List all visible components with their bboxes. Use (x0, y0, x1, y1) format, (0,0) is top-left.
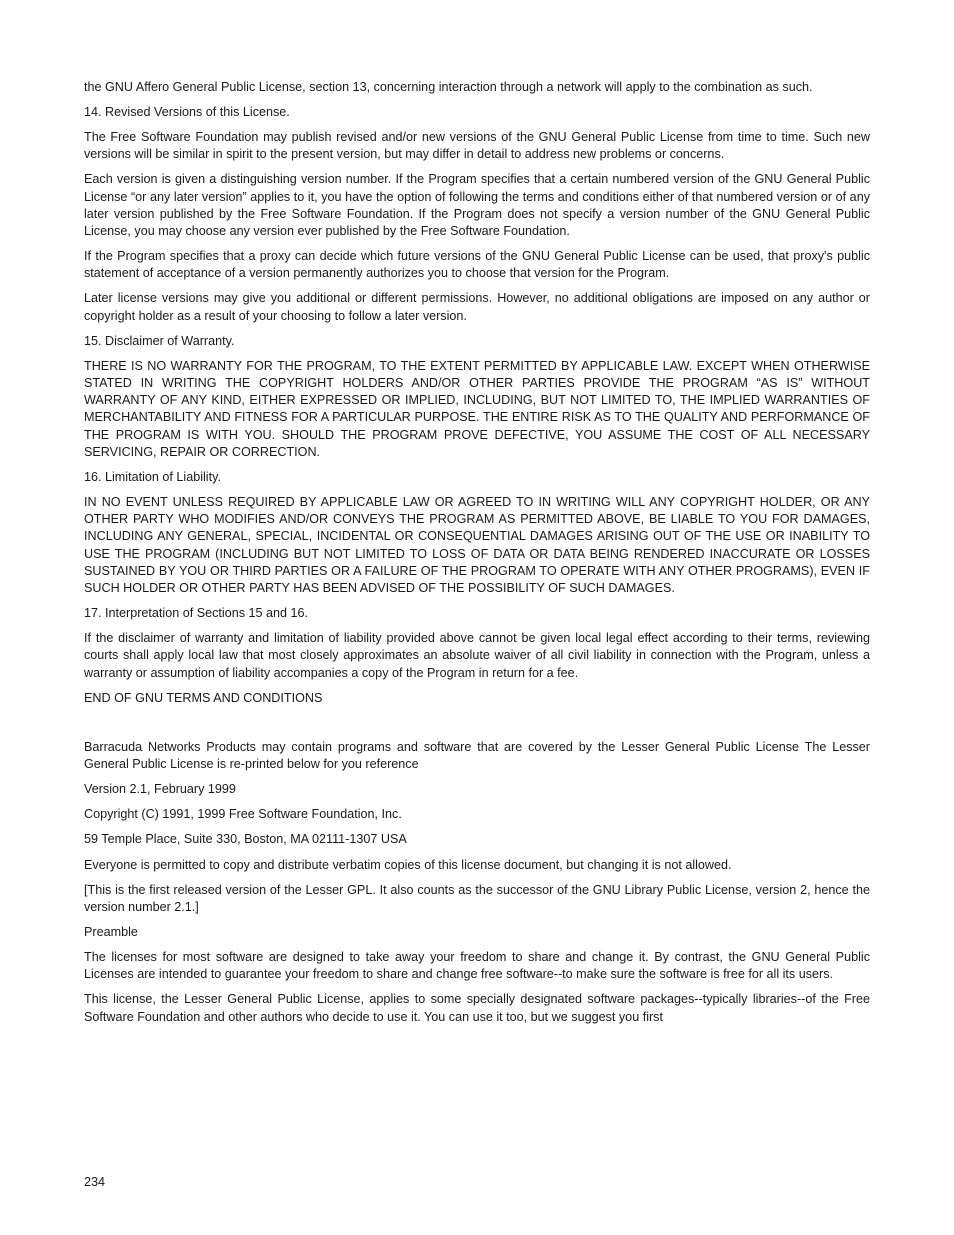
paragraph-affero-continuation: the GNU Affero General Public License, section 13, concerning interaction through a network will apply to the combination as such. (84, 80, 813, 94)
lgpl-copyright: Copyright (C) 1991, 1999 Free Software Foundation, Inc. (84, 807, 402, 822)
lgpl-address: 59 Temple Place, Suite 330, Boston, MA 02111-1307 USA (84, 832, 407, 847)
paragraph-revised-versions: The Free Software Foundation may publish revised and/or new versions of the GNU General Public License from time to time. Such new versions will be similar in spirit to the present version, but may differ in detail to address new problems or concerns. (84, 130, 870, 162)
lgpl-version: Version 2.1, February 1999 (84, 782, 236, 797)
section-heading-16: 16. Limitation of Liability. (84, 469, 221, 484)
paragraph-first-release: [This is the first released version of the Lesser GPL. It also counts as the successor of the GNU Library Public License, version 2, hence the version number 2.1.] (84, 882, 870, 914)
document-body (84, 79, 870, 1034)
preamble-heading: Preamble (84, 924, 138, 939)
page-number: 234 (84, 1175, 106, 1189)
end-of-terms: END OF GNU TERMS AND CONDITIONS (84, 690, 323, 705)
paragraph-disclaimer: THERE IS NO WARRANTY FOR THE PROGRAM, TO THE EXTENT PERMITTED BY APPLICABLE LAW. EXCEPT WHEN OTHERWISE STATED IN WRITING THE COPYRIGHT HOLDERS AND/OR OTHER PARTIES PROVIDE THE PROGRAM “AS IS” WITHOUT WARRANTY OF ANY KIND, EITHER EXPRESSED OR IMPLIED, INCLUDING, BUT NOT LIMITED TO, THE IMPLIED WARRANTIES OF MERCHANTABILITY AND FITNESS FOR A PARTICULAR PURPOSE. THE ENTIRE RISK AS TO THE QUALITY AND PERFORMANCE OF THE PROGRAM IS WITH YOU. SHOULD THE PROGRAM PROVE DEFECTIVE, YOU ASSUME THE COST OF ALL NECESSARY SERVICING, REPAIR OR CORRECTION. (84, 358, 870, 459)
paragraph-barracuda-lgpl: Barracuda Networks Products may contain programs and software that are covered by the Lesser General Public License The Lesser General Public License is re-printed below for you reference (84, 739, 870, 772)
paragraph-verbatim-copies: Everyone is permitted to copy and distribute verbatim copies of this license document, but changing it is not allowed. (84, 857, 732, 872)
section-heading-17: 17. Interpretation of Sections 15 and 16. (84, 606, 309, 621)
paragraph-liability: IN NO EVENT UNLESS REQUIRED BY APPLICABLE LAW OR AGREED TO IN WRITING WILL ANY COPYRIGHT HOLDER, OR ANY OTHER PARTY WHO MODIFIES AND/OR CONVEYS THE PROGRAM AS PERMITTED ABOVE, BE LIABLE TO YOU FOR DAMAGES, INCLUDING ANY GENERAL, SPECIAL, INCIDENTAL OR CONSEQUENTIAL DAMAGES ARISING OUT OF THE USE OR INABILITY TO USE THE PROGRAM (INCLUDING BUT NOT LIMITED TO LOSS OF DATA OR DATA BEING RENDERED INACCURATE OR LOSSES SUSTAINED BY YOU OR THIRD PARTIES OR A FAILURE OF THE PROGRAM TO OPERATE WITH ANY OTHER PROGRAMS), EVEN IF SUCH HOLDER OR OTHER PARTY HAS BEEN ADVISED OF THE POSSIBILITY OF SUCH DAMAGES. (84, 495, 870, 596)
section-heading-14: 14. Revised Versions of this License. (84, 105, 290, 120)
paragraph-preamble-lesser: This license, the Lesser General Public License, applies to some specially designated software packages--typically libraries--of the Free Software Foundation and other authors who decide to use it. You can use it too, but we suggest you first (84, 992, 870, 1024)
paragraph-later-versions: Later license versions may give you additional or different permissions. However, no additional obligations are imposed on any author or copyright holder as a result of your choosing to follow a later version. (84, 291, 870, 323)
paragraph-preamble-freedom: The licenses for most software are designed to take away your freedom to share and change it. By contrast, the GNU General Public Licenses are intended to guarantee your freedom to share and change free software--to make sure the software is free for all its users. (84, 950, 870, 982)
paragraph-proxy: If the Program specifies that a proxy can decide which future versions of the GNU General Public License can be used, that proxy's public statement of acceptance of a version permanently authorizes you to choose that version for the Program. (84, 249, 870, 281)
section-heading-15: 15. Disclaimer of Warranty. (84, 333, 235, 348)
paragraph-interpretation: If the disclaimer of warranty and limitation of liability provided above cannot be given local legal effect according to their terms, reviewing courts shall apply local law that most closely approximates an absolute waiver of all civil liability in connection with the Program, unless a warranty or assumption of liability accompanies a copy of the Program in return for a fee. (84, 631, 870, 680)
paragraph-version-number: Each version is given a distinguishing version number. If the Program specifies that a certain numbered version of the GNU General Public License “or any later version” applies to it, you have the option of following the terms and conditions either of that numbered version or of any later version published by the Free Software Foundation. If the Program does not specify a version number of the GNU General Public License, you may choose any version ever published by the Free Software Foundation. (84, 172, 870, 239)
